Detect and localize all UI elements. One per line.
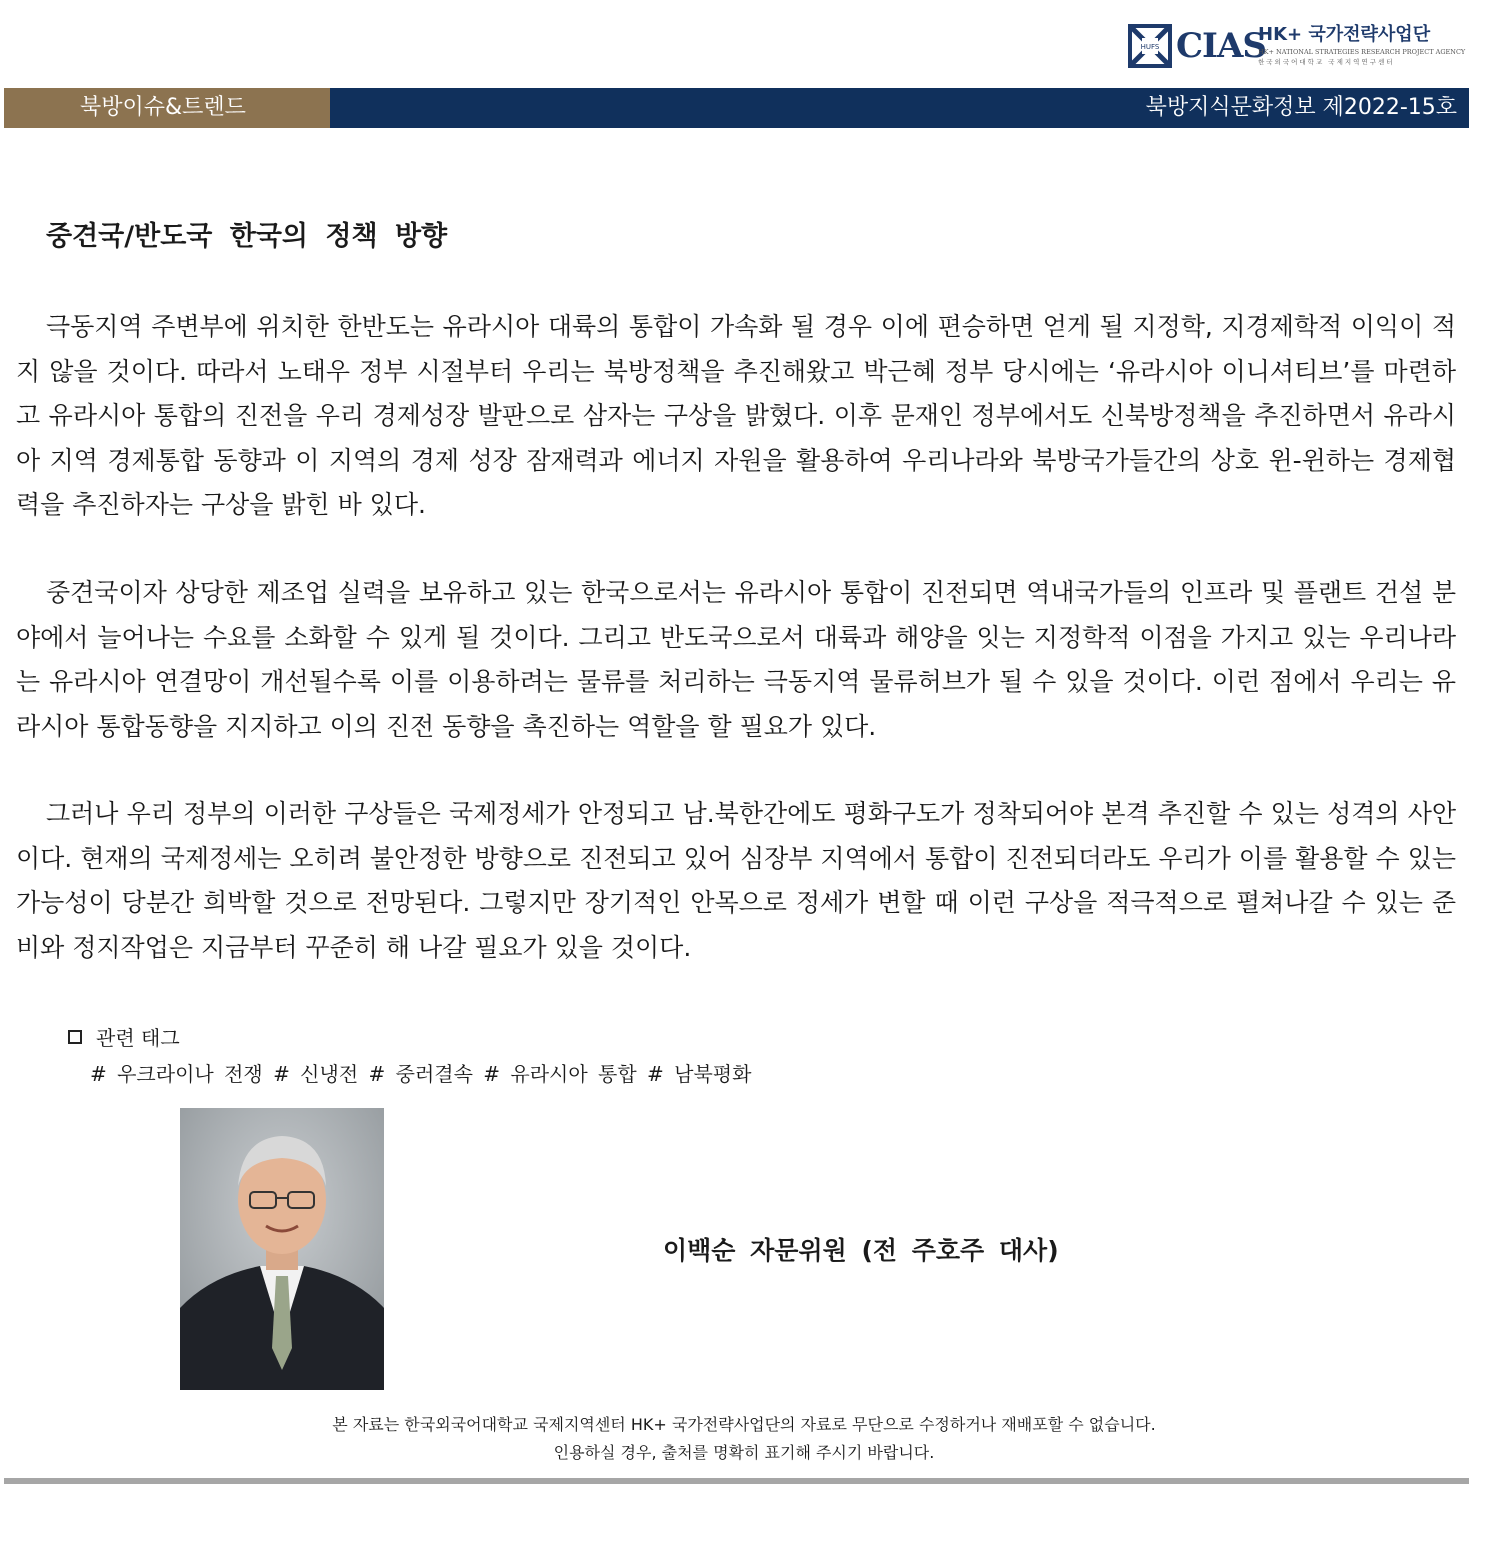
hufs-emblem-icon	[1128, 24, 1172, 68]
banner-section-block	[4, 88, 330, 128]
logo-subtitle-en: HK+ NATIONAL STRATEGIES RESEARCH PROJECT AGENCY	[1258, 48, 1466, 56]
checkbox-bullet-icon	[68, 1030, 82, 1044]
logo-title: HK+ 국가전략사업단	[1258, 24, 1431, 45]
tags-heading	[68, 1024, 180, 1052]
banner-issue-number: 북방지식문화정보 제2022-15호	[1145, 95, 1457, 120]
article-paragraph-2: 중견국이자 상당한 제조업 실력을 보유하고 있는 한국으로서는 유라시아 통합이 진전되면 역내국가들의 인프라 및 플랜트 건설 분야에서 늘어나는 수요를 소화할 수 있게 될 것이다. 그리고 반도국으로서 대륙과 해양을 잇는 지정학적 이점을 가지고 있는 우리나라는 유라시아 연결망이 개선될수록 이를 이용하려는 물류를 처리하는 극동지역 물류허브가 될 수 있을 것이다. 이런 점에서 우리는 유라시아 통합동향을 지지하고 이의 진전 동향을 촉진하는 역할을 할 필요가 있다.	[16, 578, 1456, 741]
emblem-letters: HUFS	[1140, 43, 1160, 51]
tags-list: # 우크라이나 전쟁 # 신냉전 # 중러결속 # 유라시아 통합 # 남북평화	[90, 1062, 752, 1086]
footer-notice-2: 인용하실 경우, 출처를 명확히 표기해 주시기 바랍니다.	[553, 1443, 935, 1462]
logo-text: CIAS	[1176, 26, 1266, 66]
cias-logo	[1128, 22, 1466, 70]
footer-notice-1: 본 자료는 한국외국어대학교 국제지역센터 HK+ 국가전략사업단의 자료로 무단으로 수정하거나 재배포할 수 없습니다.	[332, 1415, 1156, 1434]
logo-subtitle-ko: 한국외국어대학교 국제지역연구센터	[1258, 58, 1395, 66]
header-banner	[4, 88, 1469, 128]
bottom-divider	[4, 1478, 1469, 1484]
article-paragraph-1: 극동지역 주변부에 위치한 한반도는 유라시아 대륙의 통합이 가속화 될 경우 이에 편승하면 얻게 될 지정학, 지경제학적 이익이 적지 않을 것이다. 따라서 노태우 정부 시절부터 우리는 북방정책을 추진해왔고 박근혜 정부 당시에는 ‘유라시아 이니셔티브’를 마련하고 유라시아 통합의 진전을 우리 경제성장 발판으로 삼자는 구상을 밝혔다. 이후 문재인 정부에서도 신북방정책을 추진하면서 유라시아 지역 경제통합 동향과 이 지역의 경제 성장 잠재력과 에너지 자원을 활용하여 우리나라와 북방국가들간의 상호 윈-윈하는 경제협력을 추진하자는 구상을 밝힌 바 있다.	[16, 312, 1456, 519]
author-portrait	[180, 1108, 384, 1390]
article-title: 중견국/반도국 한국의 정책 방향	[46, 221, 448, 252]
tags-heading-label: 관련 태그	[96, 1026, 180, 1050]
author-name: 이백순 자문위원 (전 주호주 대사)	[663, 1236, 1059, 1265]
banner-issue-block	[330, 88, 1469, 128]
article-paragraph-3: 그러나 우리 정부의 이러한 구상들은 국제정세가 안정되고 남.북한간에도 평화구도가 정착되어야 본격 추진할 수 있는 성격의 사안이다. 현재의 국제정세는 오히려 불안정한 방향으로 진전되고 있어 심장부 지역에서 통합이 진전되더라도 우리가 이를 활용할 수 있는 가능성이 당분간 희박할 것으로 전망된다. 그렇지만 장기적인 안목으로 정세가 변할 때 이런 구상을 적극적으로 펼쳐나갈 수 있는 준비와 정지작업은 지금부터 꾸준히 해 나갈 필요가 있을 것이다.	[16, 799, 1456, 962]
banner-section-label: 북방이슈&트렌드	[80, 95, 246, 120]
